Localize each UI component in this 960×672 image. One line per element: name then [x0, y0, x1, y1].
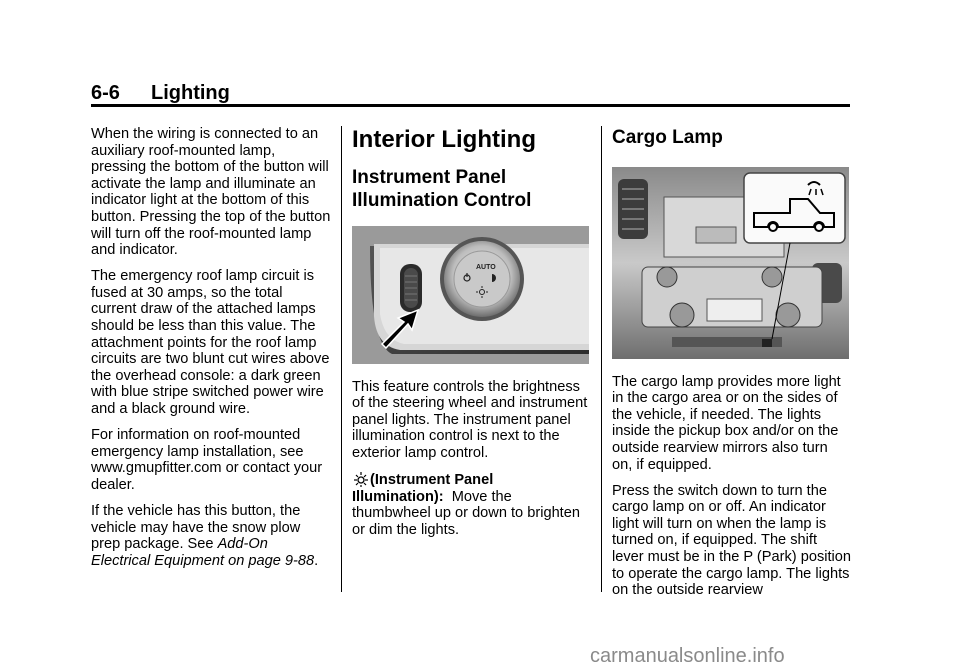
paragraph-fuse: The emergency roof lamp circuit is fused at 30 amps, so the total current draw of the attached lamps should be less than this value. The attachment points for the roof lamp circuits are two blunt cut wires above the overhead console: a dark green with blue stripe switched power wire and a black ground wire. — [91, 268, 330, 417]
column-3 — [612, 126, 852, 608]
cross-reference-link[interactable]: Add-On Electrical Equipment on page 9-88 — [91, 536, 315, 569]
section-title: Lighting — [151, 82, 230, 104]
page-header — [91, 82, 851, 106]
illumination-label: (Instrument Panel Illumination): — [352, 472, 494, 505]
watermark: carmanualsonline.info — [590, 645, 785, 667]
section-number: 6-6 — [91, 82, 120, 104]
snow-plow-period: . — [314, 552, 319, 569]
paragraph-illumination-control — [352, 471, 592, 538]
column-2 — [352, 126, 592, 548]
paragraph-switch: Press the switch down to turn the cargo lamp on or off. An indicator light will turn on when the lamp is turned on, if equipped. The shift lever must be in the P (Park) position to operate the cargo lamp. The lights on the outside rearview — [612, 482, 852, 599]
snow-plow-text: If the vehicle has this button, the vehicle may have the snow plow prep package. See — [91, 502, 301, 553]
paragraph-cargo-lamp: The cargo lamp provides more light in the cargo area or on the sides of the vehicle, if needed. The lights inside the pickup box and/or on the outside rearview mirrors also turn on, if equipped. — [612, 373, 841, 473]
paragraph-brightness: This feature controls the brightness of the steering wheel and instrument panel lights. The instrument panel illumination control is next to the exterior lamp control. — [352, 378, 588, 461]
paragraph-snow-plow — [91, 503, 331, 569]
cargo-lamp-switch-figure — [612, 167, 849, 359]
column-divider-right — [601, 126, 602, 592]
paragraph-wiring: When the wiring is connected to an auxiliary roof-mounted lamp, pressing the bottom of the button will activate the lamp and illuminate an indicator light at the bottom of this button. Pressing the top of the button will turn off the roof-mounted lamp and indicator. — [91, 126, 331, 259]
column-divider-left — [341, 126, 342, 592]
paragraph-installation: For information on roof-mounted emergency lamp installation, see www.gmupfitter.com or contact your dealer. — [91, 427, 323, 493]
illumination-text: Move the thumbwheel up or down to brighten or dim the lights. — [352, 488, 580, 538]
instrument-panel-control-figure — [352, 226, 589, 364]
auto-label: AUTO — [476, 264, 496, 271]
column-1 — [91, 126, 331, 579]
header-rule — [91, 104, 850, 107]
heading-interior-lighting: Interior Lighting — [352, 126, 536, 153]
subheading-instrument-panel: Instrument Panel Illumination Control — [352, 167, 532, 211]
heading-cargo-lamp: Cargo Lamp — [612, 127, 723, 148]
instrument-panel-illumination-icon — [352, 471, 370, 487]
